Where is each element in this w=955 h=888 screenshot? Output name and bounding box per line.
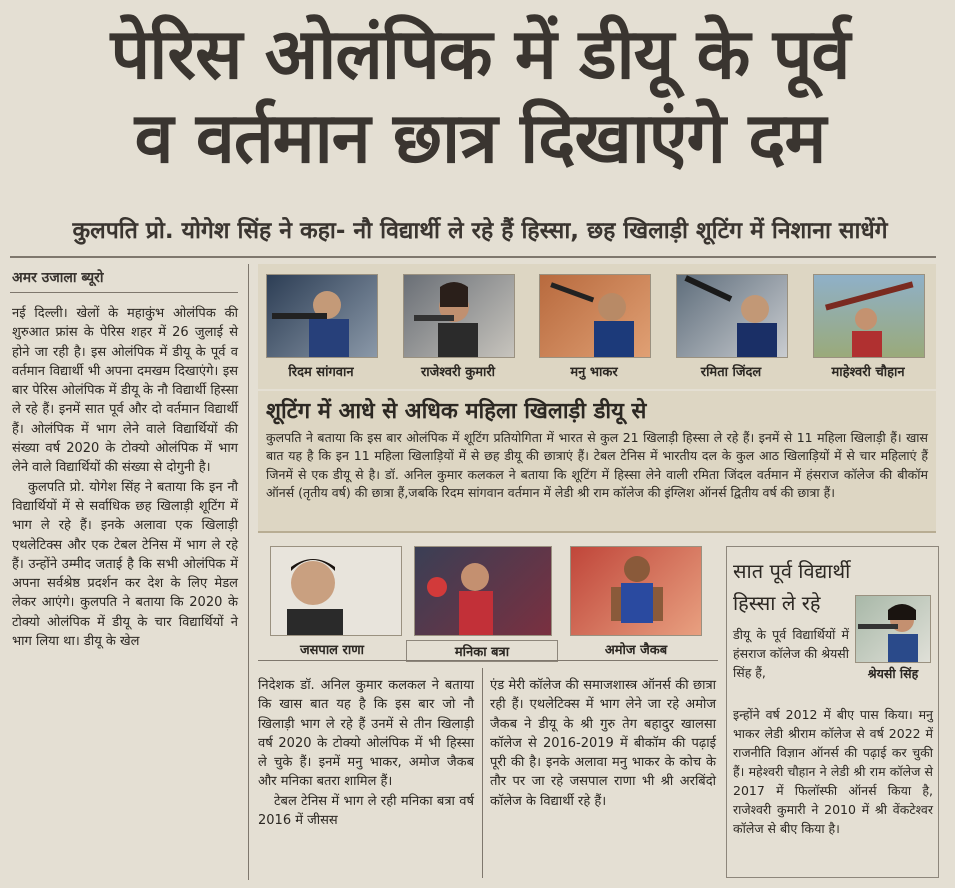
- shooter-photo: [676, 274, 788, 358]
- shooter-photo: [266, 274, 378, 358]
- middle-paragraph-3: एंड मेरी कॉलेज की समाजशास्त्र ऑनर्स की छात्रा रही हैं। एथलेटिक्स में भाग लेने जा रहे अमोज जैकब ने डीयू के श्री गुरु तेग बहादुर खालसा कॉलेज से 2016-2019 में बीकॉम की पढ़ाई पूरी की है। इनके अलावा मनु भाकर के कोच के तौर पर जा रहे जसपाल राणा भी श्री अरबिंदो कॉलेज के विद्यार्थी रहे हैं।: [490, 678, 716, 809]
- header-divider: [10, 256, 936, 258]
- shooter-card: [813, 274, 923, 380]
- athlete-figure-icon: [415, 547, 551, 635]
- shooter-name: रिदम सांगवान: [288, 365, 354, 380]
- shooter-card: [403, 274, 513, 380]
- person-photo: [414, 546, 552, 636]
- person-photo: [570, 546, 702, 636]
- person-caption: अमोज जैकब: [604, 643, 668, 658]
- shooter-name: रमिता जिंदल: [700, 365, 762, 380]
- athlete-figure-icon: [856, 596, 930, 662]
- subheadline: कुलपति प्रो. योगेश सिंह ने कहा- नौ विद्यार्थी ले रहे हैं हिस्सा, छह खिलाड़ी शूटिंग में निशाना साधेंगे: [72, 218, 888, 244]
- middle-paragraph-1: निदेशक डॉ. अनिल कुमार कलकल ने बताया कि खास बात यह है कि इस बार जो नौ खिलाड़ी भाग ले रहे हैं उनमें से तीन खिलाड़ी वर्ष 2020 के टोक्यो ओलंपिक में भी हिस्सा ले चुके हैं। इनमें मनु भाकर, अमोज जैकब और मनिका बतरा शामिल हैं।: [258, 678, 474, 790]
- sidebar-title-line-2: हिस्सा ले रहे: [733, 591, 821, 615]
- athlete-figure-icon: [677, 275, 787, 357]
- middle-article-column-2: [490, 676, 716, 811]
- middle-rule: [258, 660, 718, 661]
- athlete-figure-icon: [540, 275, 650, 357]
- athlete-figure-icon: [267, 275, 377, 357]
- left-paragraph-2: कुलपति प्रो. योगेश सिंह ने बताया कि इन नौ विद्यार्थियों में से सर्वाधिक छह खिलाड़ी शूटिंग में भाग ले रहे हैं। इनके अलावा एक खिलाड़ी एथलेटिक्स और एक टेबल टेनिस में भाग ले रहे हैं। उन्होंने उम्मीद जताई है कि सभी ओलंपिक में अपना सर्वश्रेष्ठ प्रदर्शन कर देश के लिए मेडल लेकर आएंगे। कुलपति ने बताया कि 2020 के टोक्यो ओलंपिक में डीयू के चार विद्यार्थियों ने भाग लिया था। डीयू के खेल: [12, 479, 238, 650]
- column-divider-middle: [482, 668, 483, 878]
- shooter-card: [676, 274, 786, 380]
- person-photo: [270, 546, 402, 636]
- athlete-figure-icon: [814, 275, 924, 357]
- sidebar-intro: डीयू के पूर्व विद्यार्थियों में हंसराज कॉलेज की श्रेयसी सिंह हैं,: [733, 627, 849, 680]
- column-divider-left: [248, 264, 249, 880]
- shooting-highlight-box: [258, 391, 936, 533]
- sidebar-title-line-1: सात पूर्व विद्यार्थी: [733, 559, 851, 583]
- headline-line-2: व वर्तमान छात्र दिखाएंगे दम: [134, 97, 826, 179]
- shooting-box-body: कुलपति ने बताया कि इस बार ओलंपिक में शूटिंग प्रतियोगिता में भारत से कुल 21 खिलाड़ी हिस्सा ले रहे हैं। इनमें से 11 महिला खिलाड़ी हैं। खास बात यह है कि इन 11 महिला खिलाड़ियों में से छह डीयू की छात्राएं हैं। टेबल टेनिस में भारतीय दल के कुल आठ खिलाड़ियों में से चार महिलाएं हैं जिनमें से एक डीयू से है। डॉ. अनिल कुमार कलकल ने बताया कि शूटिंग में हिस्सा लेने वाली रमिता जिंदल वर्तमान में हंसराज कॉलेज की बीकॉम ऑनर्स (तृतीय वर्ष) की छात्रा हैं,जबकि रिदम सांगवान वर्तमान में लेडी श्री राम कॉलेज की इंग्लिश ऑनर्स द्वितीय वर्ष की छात्रा हैं।: [266, 430, 928, 500]
- shooter-photo: [403, 274, 515, 358]
- middle-article-column-1: [258, 676, 474, 830]
- sidebar-body: इन्होंने वर्ष 2012 में बीए पास किया। मनु भाकर लेडी श्रीराम कॉलेज से वर्ष 2022 में राजनीति विज्ञान ऑनर्स की पढ़ाई कर चुकी हैं। महेश्वरी चौहान ने लेडी श्री राम कॉलेज से 2017 में फिलॉस्फी ऑनर्स किया है, राजेश्वरी कुमारी ने 2010 में श्री वेंकटेश्वर कॉलेज से बीए किया है।: [733, 707, 933, 836]
- shooter-name: राजेश्वरी कुमारी: [420, 365, 496, 380]
- shooter-photo: [813, 274, 925, 358]
- shooter-card: [539, 274, 649, 380]
- athlete-figure-icon: [404, 275, 514, 357]
- byline-rule: [10, 292, 238, 293]
- portrait-figure-icon: [271, 547, 401, 635]
- alumni-sidebar: [726, 546, 939, 878]
- sidebar-photo: [855, 595, 931, 663]
- shooter-name: माहेश्वरी चौहान: [831, 365, 905, 380]
- shooter-photo: [539, 274, 651, 358]
- headline: [30, 12, 930, 180]
- shooters-photo-strip: [258, 264, 936, 389]
- headline-line-1: पेरिस ओलंपिक में डीयू के पूर्व: [110, 13, 850, 95]
- athlete-figure-icon: [571, 547, 701, 635]
- byline: अमर उजाला ब्यूरो: [12, 270, 104, 286]
- left-paragraph-1: नई दिल्ली। खेलों के महाकुंभ ओलंपिक की शुरुआत फ्रांस के पेरिस शहर में 26 जुलाई से होने जा रही है। इस ओलंपिक में डीयू के पूर्व व वर्तमान विद्यार्थी भी अपना दमखम दिखाएंगे। इस बार पेरिस ओलंपिक में डीयू के नौ विद्यार्थी हिस्सा ले रहे हैं। इनमें सात पूर्व और दो वर्तमान विद्यार्थी हैं। ओलंपिक में भाग लेने वाले विद्यार्थियों की संख्या वर्ष 2020 के टोक्यो ओलंपिक में भाग लेने वाले विद्यार्थियों की संख्या से दोगुनी है।: [12, 306, 238, 476]
- left-article-column: [12, 304, 238, 651]
- shooter-card: [266, 274, 376, 380]
- shooting-box-title: शूटिंग में आधे से अधिक महिला खिलाड़ी डीयू से: [266, 399, 647, 424]
- middle-paragraph-2: टेबल टेनिस में भाग ले रही मनिका बत्रा वर्ष 2016 में जीसस: [258, 793, 474, 829]
- sidebar-photo-caption: श्रेयसी सिंह: [867, 666, 919, 681]
- person-caption: मनिका बत्रा: [406, 640, 558, 662]
- shooter-name: मनु भाकर: [570, 365, 618, 380]
- person-caption: जसपाल राणा: [300, 643, 364, 658]
- sidebar-title: [733, 555, 850, 619]
